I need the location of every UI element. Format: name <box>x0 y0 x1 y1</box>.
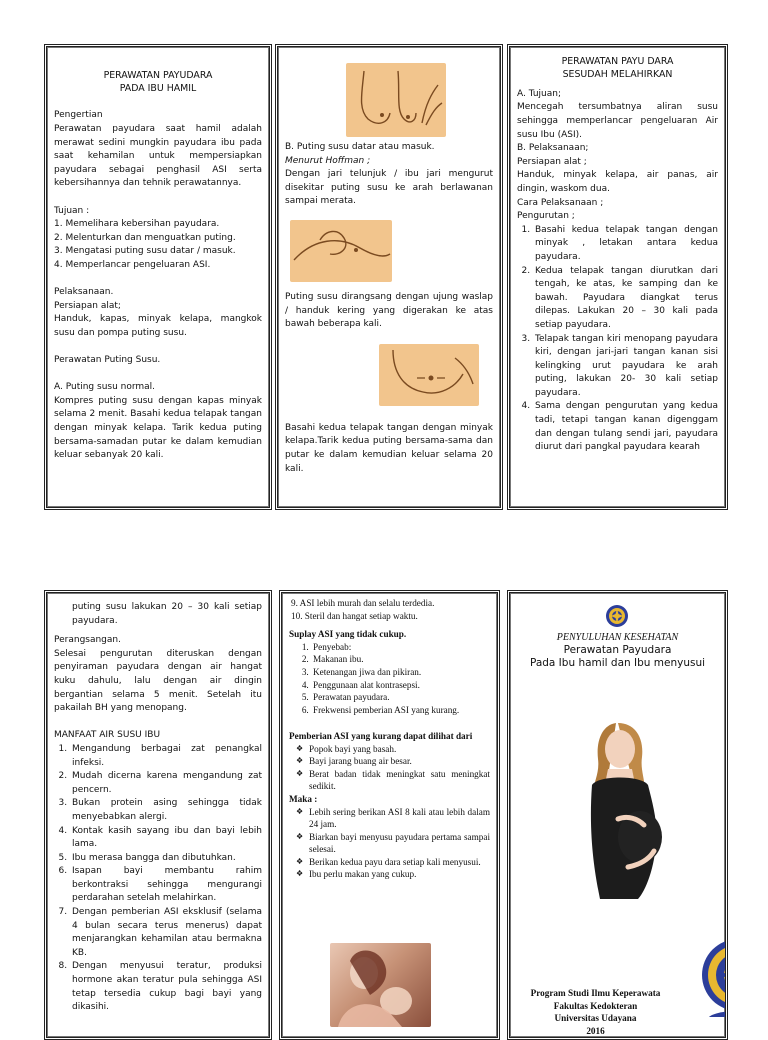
tujuan-item: 3. Mengatasi puting susu datar / masuk. <box>54 246 236 257</box>
cover-subtitle-2: Pada Ibu hamil dan Ibu menyusui <box>529 657 706 669</box>
pengurutan-step: 3. Telapak tangan kiri menopang payudara kiri, dengan jari-jari tangan kanan sisi kelingking urut payudara ke arah puting, lakukan 20- 30 kali setiap payudara. <box>533 333 718 401</box>
university-logo-large <box>698 937 728 1017</box>
suplay-heading: Suplay ASI yang tidak cukup. <box>289 629 407 640</box>
maka-item: ❖ Biarkan bayi menyusu payudara pertama sampai selesai. <box>309 831 490 856</box>
panel1-title-line1: PERAWATAN PAYUDARA <box>103 70 213 81</box>
pengertian-text: Perawatan payudara saat hamil adalah merawat sedini mungkin payudara ibu pada saat kehamilan untuk mempersiapkan payudara sebagai penghasil ASI serta kebersihannya dan tehnik perawatannya. <box>54 124 262 189</box>
pengurutan-heading: Pengurutan ; <box>517 211 575 222</box>
hoffman-text: Dengan jari telunjuk / ibu jari mengurut disekitar puting susu ke arah berlawanan sampai merata. <box>285 169 493 207</box>
panel1-title-line2: PADA IBU HAMIL <box>119 83 197 95</box>
top-list-item: 9. ASI lebih murah dan selalu terdedia. <box>291 598 435 608</box>
persiapan-text: Handuk, kapas, minyak kelapa, mangkok susu dan pompa puting susu. <box>54 314 262 338</box>
maka-item: ❖ Berikan kedua payu dara setiap kali menyusui. <box>309 856 490 869</box>
suplay-item: 4. Penggunaan alat kontrasepsi. <box>311 679 490 692</box>
breast-illustration-2 <box>290 220 392 282</box>
manfaat-item: 3. Bukan protein asing sehingga tidak menyebabkan alergi. <box>70 797 262 824</box>
manfaat-item: 1. Mengandung berbagai zat penangkal infeksi. <box>70 743 262 770</box>
maka-heading: Maka : <box>289 793 318 804</box>
tujuan-heading: Tujuan : <box>54 205 90 216</box>
puting-normal-text: Kompres puting susu dengan kapas minyak selama 2 menit. Basahi kedua telapak tangan dengan minyak kelapa. Tarik kedua puting bersama-samadan putar ke dalam kemudian keluar sebanyak 20 kali. <box>54 395 262 461</box>
nipple-pull-icon <box>379 344 479 406</box>
tujuan-item: 2. Melenturkan dan menguatkan puting. <box>54 232 236 243</box>
perangsangan-heading: Perangsangan. <box>54 635 121 646</box>
udayana-emblem-icon <box>698 937 728 1017</box>
breast-drawing-icon <box>346 63 446 137</box>
pengurutan-step: 2. Kedua telapak tangan diurutkan dari tengah, ke atas, ke samping dan ke bawah. Payudara diangkat terus dilepas. Lakukan 20 – 30 kali pada setiap payudara. <box>533 265 718 333</box>
suplay-item: 6. Frekwensi pemberian ASI yang kurang. <box>311 704 490 717</box>
pregnant-woman-photo <box>558 719 692 899</box>
manfaat-item: 5. Ibu merasa bangga dan dibutuhkan. <box>70 852 262 866</box>
manfaat-item: 7. Dengan pemberian ASI eksklusif (selama 4 bulan secara terus menerus) dapat menjarangkan kehamilan atau bermakna KB. <box>70 906 262 960</box>
pemberian-item: ❖ Berat badan tidak meningkat satu meningkat sedikit. <box>309 768 490 793</box>
top-list-item: 10. Steril dan hangat setiap waktu. <box>291 610 418 621</box>
footer-line: Program Studi Ilmu Keperawata <box>530 988 661 998</box>
perawatan-puting-heading: Perawatan Puting Susu. <box>54 355 161 366</box>
hoffman-heading: Menurut Hoffman ; <box>285 155 371 166</box>
perangsangan-text: Selesai pengurutan diteruskan dengan penyiraman payudara dengan air hangat kuku dahulu, lalu dengan air dingin bergantian selama 5 menit. Setelah itu pakailah BH yang menopang. <box>54 648 262 714</box>
breast-illustration-3 <box>379 344 479 406</box>
panel-puting-datar <box>275 44 503 510</box>
maka-item: ❖ Lebih sering berikan ASI 8 kali atau lebih dalam 24 jam. <box>309 806 490 831</box>
manfaat-item: 8. Dengan menyusui teratur, produksi hormone akan teratur pula sehingga ASI tetap tersedia cukup bagi bayi yang dikasihi. <box>70 960 262 1014</box>
suplay-item: 5. Perawatan payudara. <box>311 691 490 704</box>
pelaksanaan-heading: B. Pelaksanaan; <box>517 143 589 154</box>
cara-heading: Cara Pelaksanaan ; <box>517 197 604 208</box>
puting-datar-heading: B. Puting susu datar atau masuk. <box>285 142 435 152</box>
manfaat-heading: MANFAAT AIR SUSU IBU <box>54 730 161 741</box>
persiapan-text: Handuk, minyak kelapa, air panas, air dingin, waskom dua. <box>517 170 718 194</box>
pemberian-heading: Pemberian ASI yang kurang dapat dilihat dari <box>289 730 473 741</box>
cover-subtitle: Perawatan Payudara <box>563 644 672 656</box>
breastfeeding-photo <box>330 943 431 1027</box>
footer-line: Universitas Udayana <box>554 1013 637 1024</box>
panel-manfaat-asi <box>44 590 272 1040</box>
nipple-massage-icon <box>290 220 392 282</box>
footer-line: 2016 <box>586 1025 605 1036</box>
persiapan-heading: Persiapan alat ; <box>517 156 587 167</box>
suplay-item: 1. Penyebab: <box>311 641 490 654</box>
panel3-title-line2: SESUDAH MELAHIRKAN <box>562 69 673 81</box>
persiapan-heading: Persiapan alat; <box>54 300 121 311</box>
suplay-item: 2. Makanan ibu. <box>311 653 490 666</box>
basahi-text: Basahi kedua telapak tangan dengan minyak kelapa.Tarik kedua puting bersama-sama dan putar ke dalam kemudian keluar selama 20 kali. <box>285 422 493 474</box>
puting-normal-heading: A. Puting susu normal. <box>54 382 156 393</box>
tujuan-item: 4. Memperlancar pengeluaran ASI. <box>54 259 211 270</box>
panel-cover <box>507 590 728 1040</box>
tujuan-text: Mencegah tersumbatnya aliran susu sehingga memperlancar pengeluaran Air susu Ibu (ASI). <box>517 102 718 140</box>
rangsang-text: Puting susu dirangsang dengan ujung waslap / handuk kering yang digerakan ke atas bawah beberapa kali. <box>285 291 493 330</box>
pregnant-woman-icon <box>558 719 692 899</box>
panel3-title-line1: PERAWATAN PAYU DARA <box>561 56 674 67</box>
pengurutan-step: 1. Basahi kedua telapak tangan dengan minyak , letakan antara kedua payudara. <box>533 224 718 265</box>
panel-sesudah-melahirkan <box>507 44 728 510</box>
continued-text: puting susu lakukan 20 – 30 kali setiap payudara. <box>72 602 262 626</box>
tujuan-heading: A. Tujuan; <box>517 88 562 99</box>
pemberian-item: ❖ Bayi jarang buang air besar. <box>309 755 490 768</box>
university-logo-small <box>605 604 629 628</box>
pemberian-item: ❖ Popok bayi yang basah. <box>309 743 490 756</box>
breast-illustration-1 <box>346 63 446 137</box>
manfaat-item: 4. Kontak kasih sayang ibu dan bayi lebih lama. <box>70 825 262 852</box>
pengurutan-step: 4. Sama dengan pengurutan yang kedua tadi, tetapi tangan kanan digenggam dan dengan tulang sendi jari, payudara diurut dari pangkal payudara kearah <box>533 400 718 454</box>
tujuan-item: 1. Memelihara kebersihan payudara. <box>54 219 220 230</box>
panel-perawatan-ibu-hamil <box>44 44 272 510</box>
cover-heading: PENYULUHAN KESEHATAN <box>556 632 679 643</box>
mother-baby-icon <box>330 943 431 1027</box>
suplay-item: 3. Ketenangan jiwa dan pikiran. <box>311 666 490 679</box>
maka-item: ❖ Ibu perlu makan yang cukup. <box>309 868 490 881</box>
panel-suplay-asi <box>279 590 500 1040</box>
pelaksanaan-heading: Pelaksanaan. <box>54 287 114 298</box>
manfaat-item: 6. Isapan bayi membantu rahim berkontraksi sehingga mengurangi perdarahan setelah melahirkan. <box>70 865 262 906</box>
footer-line: Fakultas Kedokteran <box>553 1000 638 1011</box>
pengertian-heading: Pengertian <box>54 110 103 121</box>
udayana-seal-icon <box>605 604 629 628</box>
manfaat-item: 2. Mudah dicerna karena mengandung zat pencern. <box>70 770 262 797</box>
